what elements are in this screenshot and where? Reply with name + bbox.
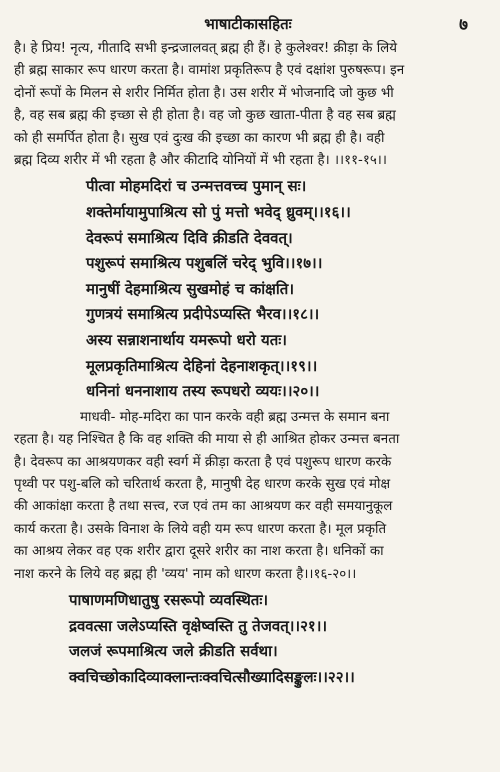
commentary-line: नाश करने के लिये वह ब्रह्म ही 'व्यय' नाम को धारण करता है।।१६-२०।। xyxy=(14,566,357,582)
commentary-line: कार्य करता है। उसके विनाश के लिये वही यम रूप धारण करता है। मूल प्रकृति xyxy=(14,521,387,537)
commentary-line: को ही समर्पित होता है। सुख एवं दुःख की इच्छा का कारण भी ब्रह्म ही है। वही xyxy=(14,130,385,146)
page-number: ७ xyxy=(459,15,468,35)
verse-line: पीत्वा मोहमदिरां च उन्मत्तवच्च पुमान् सः। xyxy=(86,177,307,196)
verse-line: मूलप्रकृतिमाश्रित्य देहिनां देहनाशकृत्।।१९।। xyxy=(86,356,318,375)
commentary-line: है। हे प्रिय! नृत्य, गीतादि सभी इन्द्रजालवत् ब्रह्म ही हैं। हे कुलेश्वर! क्रीड़ा के लिये xyxy=(14,41,398,56)
verse-line: पाषाणमणिधातुषु रसरूपो व्यवस्थितः। xyxy=(69,591,269,610)
verse-line: द्रववत्सा जलेऽप्यस्ति वृक्षेष्वस्ति तु तेजवत्।।२१।। xyxy=(69,616,328,635)
verse-line: क्वचिच्छोकादिव्याक्लान्तःक्वचित्सौख्यादिसङ्कुलः।।२२।। xyxy=(69,667,355,686)
commentary-line: ब्रह्म दिव्य शरीर में भी रहता है और कीटादि योनियों में भी रहता है। ।।११-१५।। xyxy=(14,153,387,169)
verse-line: शक्तेर्मायामुपाश्रित्य सो पुं मत्तो भवेद् ध्रुवम्।।१६।। xyxy=(86,203,351,222)
commentary-line: की आकांक्षा करता है तथा सत्त्व, रज एवं तम का आश्रयण कर वही समयानुकूल xyxy=(14,499,393,515)
commentary-line: का आश्रय लेकर वह एक शरीर द्वारा दूसरे शरीर का नाश करता है। धनिकों का xyxy=(14,544,384,560)
verse-line: मानुषीं देहमाश्रित्य सुखमोहं च कांक्षति। xyxy=(86,279,294,298)
verse-line: धनिनां धननाशाय तस्य रूपधरो व्ययः।।२०।। xyxy=(86,382,320,401)
verse-line: देवरूपं समाश्रित्य दिवि क्रीडति देववत्। xyxy=(86,228,293,247)
running-title: भाषाटीकासहितः xyxy=(204,15,292,33)
commentary-line: ही ब्रह्म साकार रूप धारण करता है। वामांश प्रकृतिरूप है एवं दक्षांश पुरुषरूप। इन xyxy=(14,63,405,79)
commentary-line: रहता है। यह निश्चित है कि वह शक्ति की माया से ही आश्रित होकर उन्मत्त बनता xyxy=(14,432,400,448)
commentary-line: दोनों रूपों के मिलन से शरीर निर्मित होता है। उस शरीर में भोजनादि जो कुछ भी xyxy=(14,85,394,101)
verse-line: अस्य सन्नाशनार्थाय यमरूपो धरो यतः। xyxy=(86,331,287,349)
page-header xyxy=(14,12,482,38)
commentary-line: माधवी- मोह-मदिरा का पान करके वही ब्रह्म उन्मत्त के समान बना xyxy=(80,409,390,425)
commentary-line: है, वह सब ब्रह्म की इच्छा से ही होता है। वह जो कुछ खाता-पीता है वह सब ब्रह्म xyxy=(14,108,396,124)
verse-line: पशुरूपं समाश्रित्य पशुबलिं चरेद् भुवि।।१७।। xyxy=(86,254,323,273)
verse-block-2 xyxy=(14,588,482,690)
verse-line: गुणत्रयं समाश्रित्य प्रदीपेऽप्यस्ति भैरव।।१८।। xyxy=(86,305,320,324)
commentary-block-2 xyxy=(14,407,482,586)
commentary-block-1 xyxy=(14,38,482,172)
commentary-line: पृथ्वी पर पशु-बलि को चरितार्थ करता है, मानुषी देह धारण करके सुख एवं मोक्ष xyxy=(14,477,391,492)
verse-line: जलजं रूपमाश्रित्य जले क्रीडति सर्वथा। xyxy=(69,642,278,661)
verse-block-1 xyxy=(14,174,482,404)
commentary-line: है। देवरूप का आश्रयणकर वही स्वर्ग में क्रीड़ा करता है एवं पशुरूप धारण करके xyxy=(14,454,392,470)
